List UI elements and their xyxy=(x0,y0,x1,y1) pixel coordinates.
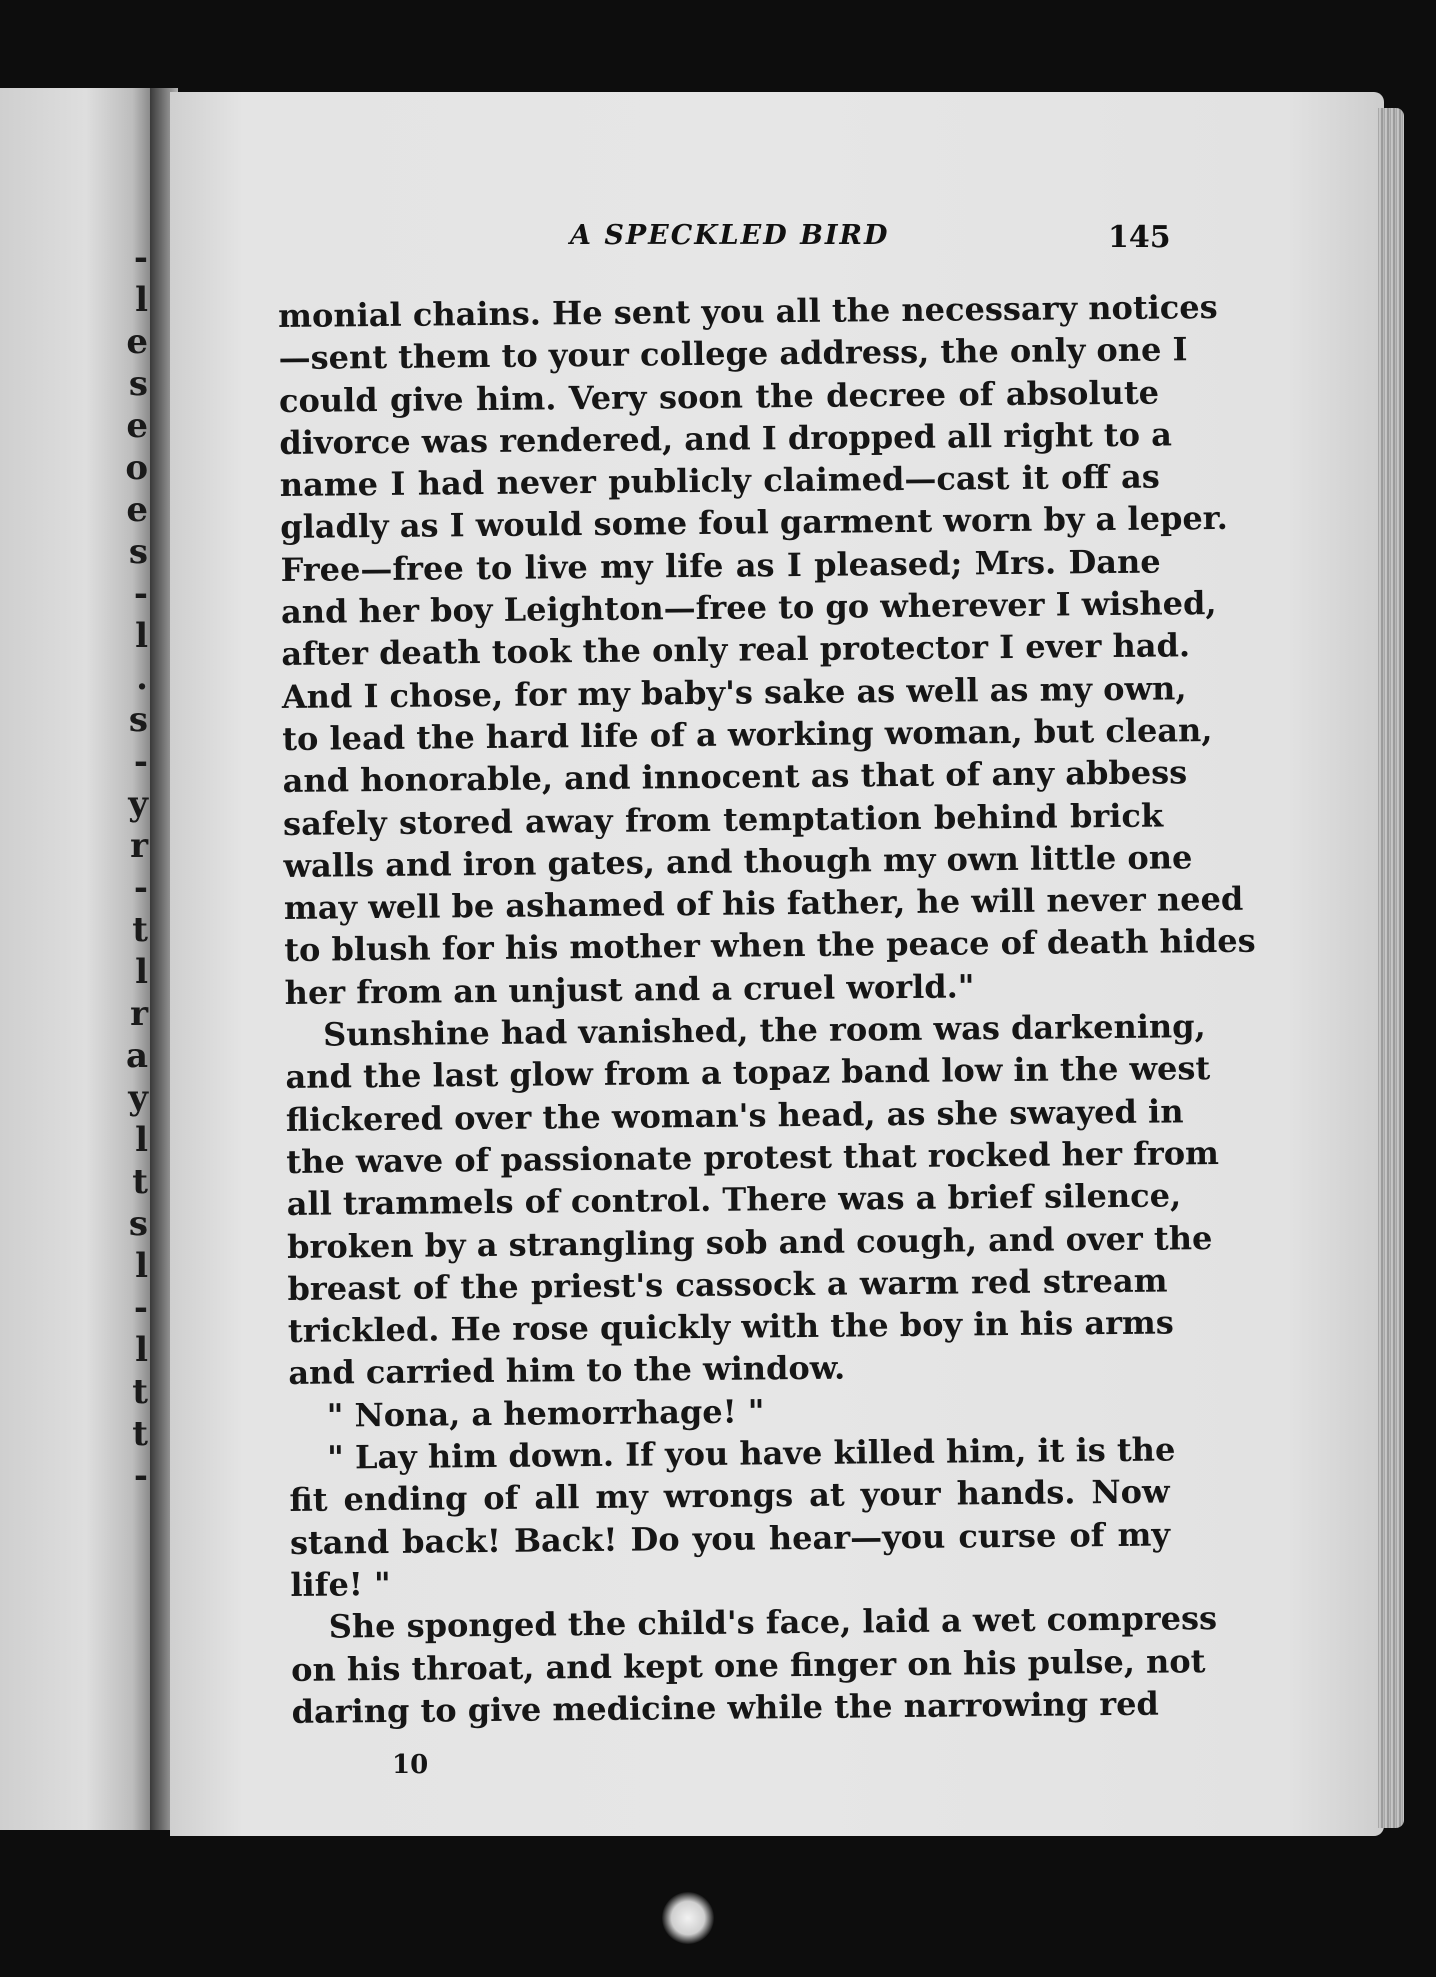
text-line: divorce was rendered, and I dropped all right to a xyxy=(279,415,1172,462)
text-line: could give him. Very soon the decree of absolute xyxy=(278,373,1160,420)
text-line: and the last glow from a topaz band low in the west xyxy=(285,1049,1211,1097)
edge-char: t xyxy=(132,1162,148,1202)
text-line: safely stored away from temptation behind brick xyxy=(282,796,1164,843)
text-line: to blush for his mother when the peace of death hides xyxy=(284,922,1256,970)
edge-char: y xyxy=(128,784,148,824)
text-line: life! " xyxy=(290,1564,391,1604)
text-line: Sunshine had vanished, the room was darkening, xyxy=(322,1007,1206,1054)
edge-char: e xyxy=(126,322,148,362)
text-line: Free—free to live my life as I pleased; Mrs. Dane xyxy=(280,542,1161,589)
edge-char: - xyxy=(133,742,148,782)
text-line: and carried him to the window. xyxy=(288,1349,846,1393)
edge-char: t xyxy=(132,1414,148,1454)
edge-char: s xyxy=(128,700,148,740)
text-line: —sent them to your college address, the only one I xyxy=(278,330,1188,378)
text-line: flickered over the woman's head, as she swayed in xyxy=(285,1091,1184,1139)
running-title: A SPECKLED BIRD xyxy=(570,220,890,251)
edge-char: l xyxy=(135,280,148,320)
previous-page-edge-text xyxy=(108,88,148,1830)
text-line: and honorable, and innocent as that of any abbess xyxy=(282,753,1188,801)
text-line: She sponged the child's face, laid a wet compress xyxy=(328,1599,1218,1646)
edge-char: l xyxy=(135,1120,148,1160)
edge-char: - xyxy=(133,1288,148,1328)
edge-char: l xyxy=(135,952,148,992)
edge-char: a xyxy=(125,1036,148,1076)
edge-char: r xyxy=(130,826,148,866)
edge-char: l xyxy=(135,616,148,656)
edge-char: o xyxy=(125,448,148,488)
edge-char: - xyxy=(133,238,148,278)
text-line: And I chose, for my baby's sake as well as my own, xyxy=(281,668,1187,716)
edge-char: l xyxy=(135,1330,148,1370)
running-head xyxy=(0,220,1436,260)
edge-char: t xyxy=(132,910,148,950)
text-line: the wave of passionate protest that rocked her from xyxy=(286,1133,1220,1181)
signature-mark: 10 xyxy=(392,1750,429,1780)
text-line: breast of the priest's cassock a warm red stream xyxy=(287,1261,1168,1308)
edge-char: s xyxy=(128,364,148,404)
text-line: " Lay him down. If you have killed him, it is the xyxy=(326,1430,1176,1477)
text-line: name I had never publicly claimed—cast it off as xyxy=(279,457,1160,505)
text-line: walls and iron gates, and though my own little one xyxy=(283,838,1193,885)
text-line: stand back! Back! Do you hear—you curse of my xyxy=(289,1515,1171,1562)
scan-blemish xyxy=(662,1892,714,1944)
edge-char: - xyxy=(133,1456,148,1496)
edge-char: l xyxy=(135,1246,148,1286)
edge-char: e xyxy=(126,490,148,530)
text-line: fit ending of all my wrongs at your hands. Now xyxy=(289,1472,1170,1520)
text-line: gladly as I would some foul garment worn by a leper. xyxy=(280,499,1228,547)
edge-char: r xyxy=(130,994,148,1034)
text-line: monial chains. He sent you all the necessary notices xyxy=(278,287,1218,335)
edge-char: t xyxy=(132,1372,148,1412)
body-text xyxy=(278,287,1256,1733)
edge-char: s xyxy=(128,532,148,572)
text-line: daring to give medicine while the narrowing red xyxy=(291,1684,1160,1731)
page-number: 145 xyxy=(1108,220,1171,255)
edge-char: - xyxy=(133,868,148,908)
edge-char: s xyxy=(128,1204,148,1244)
edge-char: y xyxy=(128,1078,148,1118)
text-line: to lead the hard life of a working woman, but clean, xyxy=(282,711,1213,758)
text-line: her from an unjust and a cruel world." xyxy=(284,967,975,1012)
previous-page xyxy=(0,88,156,1830)
text-line: trickled. He rose quickly with the boy in his arms xyxy=(287,1303,1175,1351)
text-line: may well be ashamed of his father, he will never need xyxy=(283,879,1244,928)
text-line: all trammels of control. There was a brief silence, xyxy=(286,1176,1182,1224)
edge-char: e xyxy=(126,406,148,446)
edge-char: . xyxy=(136,658,148,698)
text-line: broken by a strangling sob and cough, and over the xyxy=(286,1218,1213,1266)
text-line: on his throat, and kept one finger on his pulse, not xyxy=(291,1641,1206,1689)
edge-char: - xyxy=(133,574,148,614)
text-line: after death took the only real protector I ever had. xyxy=(281,626,1191,674)
page-stack-edge xyxy=(1378,108,1404,1828)
text-line: " Nona, a hemorrhage! " xyxy=(326,1392,765,1435)
text-line: and her boy Leighton—free to go wherever I wished, xyxy=(280,584,1217,632)
